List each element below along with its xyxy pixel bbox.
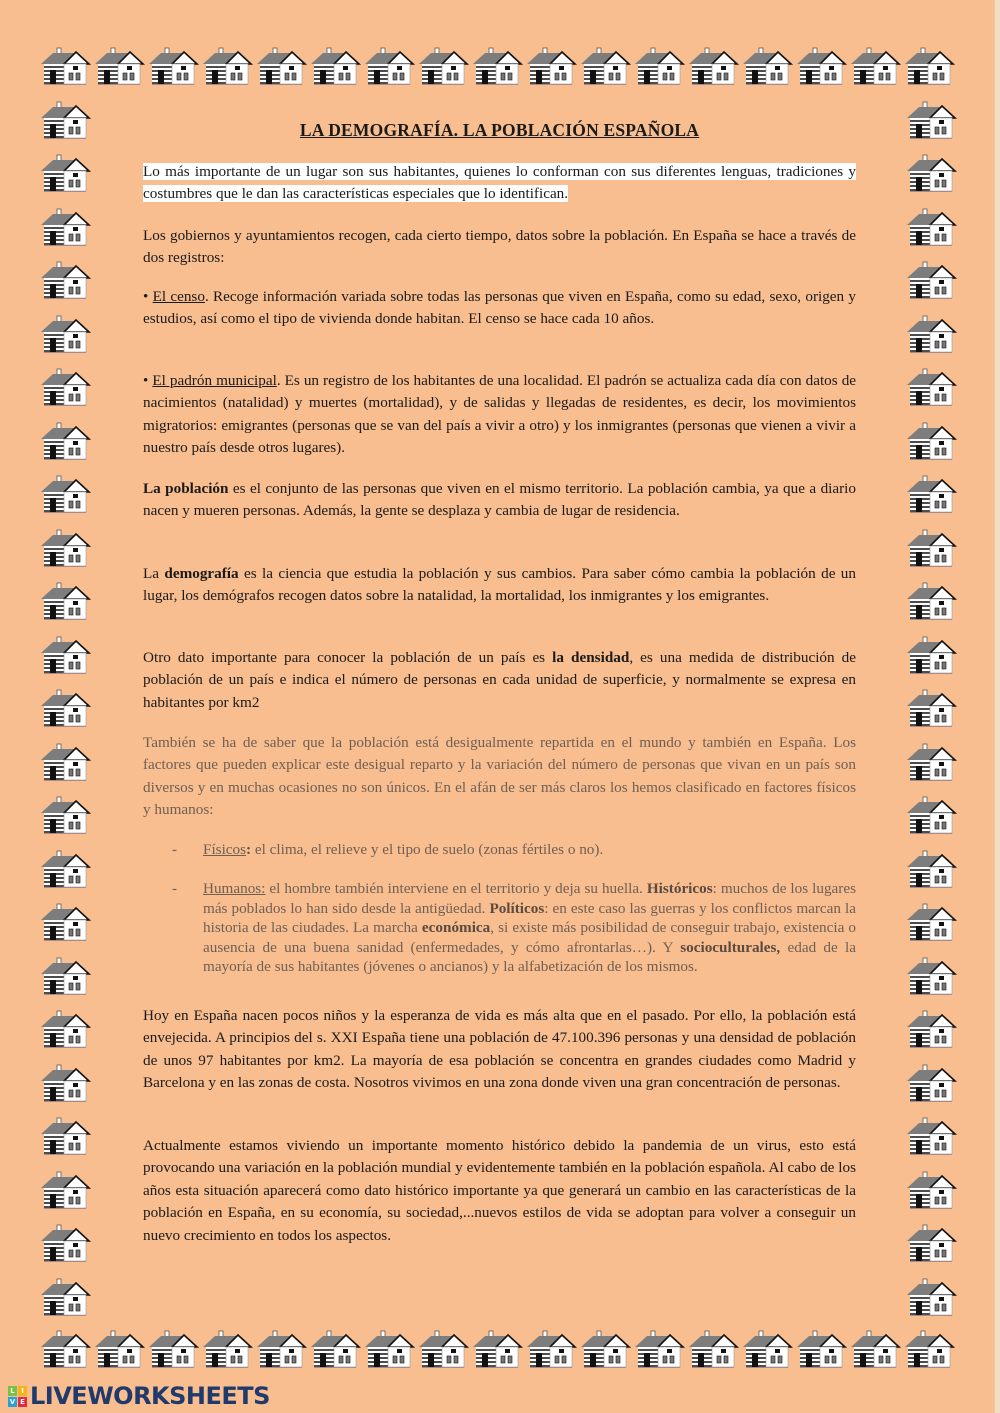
house-icon xyxy=(472,47,524,87)
house-icon xyxy=(94,1330,146,1370)
logo-letter: L xyxy=(8,1386,17,1396)
house-icon xyxy=(906,1224,958,1264)
house-icon xyxy=(906,796,958,836)
house-icon xyxy=(364,47,416,87)
house-icon xyxy=(688,47,740,87)
house-icon xyxy=(850,47,902,87)
house-icon xyxy=(906,957,958,997)
house-icon xyxy=(906,903,958,943)
censo-paragraph: • El censo. Recoge información variada sobre todas las personas que viven en España, como su edad, sexo, origen y estudios, así como el tipo de vivienda donde habitan. El censo se hace cada 10 años. xyxy=(143,288,856,328)
house-icon xyxy=(202,1330,254,1370)
padron-term: El padrón municipal xyxy=(152,372,277,389)
actualidad-paragraph: Actualmente estamos viviendo un importante momento histórico debido la pandemia de un virus, esto está provocando una variación en la población mundial y evidentemente también en la población española. Al cabo de los años esta situación aparecerá como dato histórico importante ya que generará un cambio en las características de la población en España, en su economía, su sociedad,...nuevos estilos de vida se adoptan para volver a conseguir un nuevo crecimiento en todos los aspectos. xyxy=(143,1137,856,1244)
house-icon xyxy=(526,47,578,87)
house-icon xyxy=(906,208,958,248)
house-icon xyxy=(472,1330,524,1370)
house-icon xyxy=(906,582,958,622)
house-icon xyxy=(40,1171,92,1211)
house-icon xyxy=(40,261,92,301)
fisicos-item: - Físicos: el clima, el relieve y el tipo de suelo (zonas fértiles o no). xyxy=(172,841,604,858)
house-icon xyxy=(40,1278,92,1318)
densidad-term: la densidad xyxy=(552,649,630,666)
house-icon xyxy=(580,47,632,87)
house-icon xyxy=(906,529,958,569)
poblacion-paragraph: La población es el conjunto de las personas que viven en el mismo territorio. La población cambia, ya que a diario nacen y mueren personas. Además, la gente se desplaza y cambia de lugar de residencia. xyxy=(143,480,856,520)
house-icon xyxy=(634,47,686,87)
house-icon xyxy=(418,47,470,87)
house-icon xyxy=(40,315,92,355)
house-icon xyxy=(40,957,92,997)
bullet: • xyxy=(143,372,149,389)
house-icon xyxy=(906,1010,958,1050)
house-icon xyxy=(742,1330,794,1370)
house-icon xyxy=(906,743,958,783)
house-icon xyxy=(148,47,200,87)
house-icon xyxy=(906,689,958,729)
house-icon xyxy=(418,1330,470,1370)
house-icon xyxy=(40,903,92,943)
house-icon xyxy=(850,1330,902,1370)
house-icon xyxy=(40,743,92,783)
live-logo-icon xyxy=(8,1386,27,1407)
page-title: LA DEMOGRAFÍA. LA POBLACIÓN ESPAÑOLA xyxy=(299,120,700,140)
house-icon xyxy=(40,1064,92,1104)
censo-term: El censo xyxy=(152,288,205,305)
house-icon xyxy=(906,636,958,676)
house-icon xyxy=(40,154,92,194)
brand-name: LIVEWORKSHEETS xyxy=(30,1382,270,1410)
house-icon xyxy=(580,1330,632,1370)
house-icon xyxy=(40,1117,92,1157)
house-icon xyxy=(906,101,958,141)
house-icon xyxy=(904,1330,956,1370)
house-icon xyxy=(906,368,958,408)
reparto-paragraph: También se ha de saber que la población está desigualmente repartida en el mundo y también en España. Los factores que pueden explicar este desigual reparto y la variación del número de personas que vivan en un país son diversos y en muchas ocasiones no son únicos. En el afán de ser más claros los hemos clasificado en factores físicos y humanos: xyxy=(143,734,856,819)
liveworksheets-logo[interactable] xyxy=(8,1383,270,1409)
house-icon xyxy=(40,582,92,622)
house-icon xyxy=(94,47,146,87)
dash-bullet: - xyxy=(172,880,178,897)
house-icon xyxy=(742,47,794,87)
logo-letter: I xyxy=(18,1386,27,1396)
house-icon xyxy=(40,1224,92,1264)
house-icon xyxy=(40,208,92,248)
house-icon xyxy=(906,1117,958,1157)
house-icon xyxy=(364,1330,416,1370)
house-icon xyxy=(904,47,956,87)
house-icon xyxy=(148,1330,200,1370)
house-icon xyxy=(40,796,92,836)
house-icon xyxy=(310,47,362,87)
humanos-item: - Humanos: el hombre también interviene en el territorio y deja su huella. Históricos: muchos de los lugares más poblados lo han sido desde la antigüedad. Políticos: en este caso las guerras y los conflictos marcan la historia de las ciudades. La marcha económica, si existe más posibilidad de conseguir trabajo, existencia o ausencia de una buena sanidad (enfermedades, y cómo afrontarlas…). Y socioculturales, edad de la mayoría de sus habitantes (jóvenes o ancianos) y la alfabetización de los mismos. xyxy=(172,880,856,976)
fisicos-term: Físicos xyxy=(203,841,247,858)
densidad-paragraph: Otro dato importante para conocer la población de un país es la densidad, es una medida de distribución de población de un país e indica el número de personas en cada unidad de superficie, y normalmente se expresa en habitantes por km2 xyxy=(143,649,856,711)
logo-letter: V xyxy=(9,1397,16,1406)
poblacion-term: La población xyxy=(143,480,229,497)
house-icon xyxy=(40,529,92,569)
house-icon xyxy=(40,47,92,87)
house-icon xyxy=(40,422,92,462)
house-icon xyxy=(310,1330,362,1370)
page-edge xyxy=(994,0,1000,1413)
house-icon xyxy=(526,1330,578,1370)
house-icon xyxy=(40,689,92,729)
house-icon xyxy=(906,1171,958,1211)
house-icon xyxy=(688,1330,740,1370)
house-icon xyxy=(40,850,92,890)
espana-hoy-paragraph: Hoy en España nacen pocos niños y la esperanza de vida es más alta que en el pasado. Por ello, la población está envejecida. A principios del s. XXI España tiene una población de 47.100.396 personas y una densidad de población de unos 97 habitantes por km2. La mayoría de esa población se concentra en grandes ciudades como Madrid y Barcelona y en las zonas de costa. Nosotros vivimos en una zona donde viven una gran concentración de personas. xyxy=(143,1007,856,1092)
intro-paragraph: Lo más importante de un lugar son sus habitantes, quienes lo conforman con sus diferentes lenguas, tradiciones y costumbres que le dan las características especiales que lo identifican. xyxy=(143,163,856,203)
house-icon xyxy=(256,47,308,87)
house-icon xyxy=(906,1064,958,1104)
house-icon xyxy=(906,1278,958,1318)
padron-paragraph: • El padrón municipal. Es un registro de los habitantes de una localidad. El padrón se actualiza cada día con datos de nacimientos (natalidad) y muertes (mortalidad), y de salidas y llegadas de residentes, es decir, los movimientos migratorios: emigrantes (personas que se van del país a vivir a otro) y los inmigrantes (personas que vienen a vivir a nuestro país desde otros lugares). xyxy=(143,372,857,457)
house-icon xyxy=(796,1330,848,1370)
house-icon xyxy=(906,154,958,194)
house-icon xyxy=(40,636,92,676)
house-icon xyxy=(40,101,92,141)
house-icon xyxy=(906,315,958,355)
humanos-term: Humanos: xyxy=(203,880,266,897)
house-icon xyxy=(906,422,958,462)
house-icon xyxy=(796,47,848,87)
logo-letter: E xyxy=(18,1397,27,1407)
house-icon xyxy=(202,47,254,87)
house-icon xyxy=(906,850,958,890)
house-icon xyxy=(40,1010,92,1050)
dash-bullet: - xyxy=(172,841,178,858)
house-icon xyxy=(40,475,92,515)
house-icon xyxy=(40,368,92,408)
house-icon xyxy=(906,261,958,301)
house-icon xyxy=(40,1330,92,1370)
demografia-term: demografía xyxy=(164,565,239,582)
bullet: • xyxy=(143,288,149,305)
registros-paragraph: Los gobiernos y ayuntamientos recogen, cada cierto tiempo, datos sobre la población. En España se hace a través de dos registros: xyxy=(143,227,856,267)
demografia-paragraph: La demografía es la ciencia que estudia la población y sus cambios. Para saber cómo cambia la población de un lugar, los demógrafos recogen datos sobre la natalidad, la mortalidad, los inmigrantes y los emigrantes. xyxy=(143,565,856,605)
house-icon xyxy=(256,1330,308,1370)
house-icon xyxy=(634,1330,686,1370)
house-icon xyxy=(906,475,958,515)
